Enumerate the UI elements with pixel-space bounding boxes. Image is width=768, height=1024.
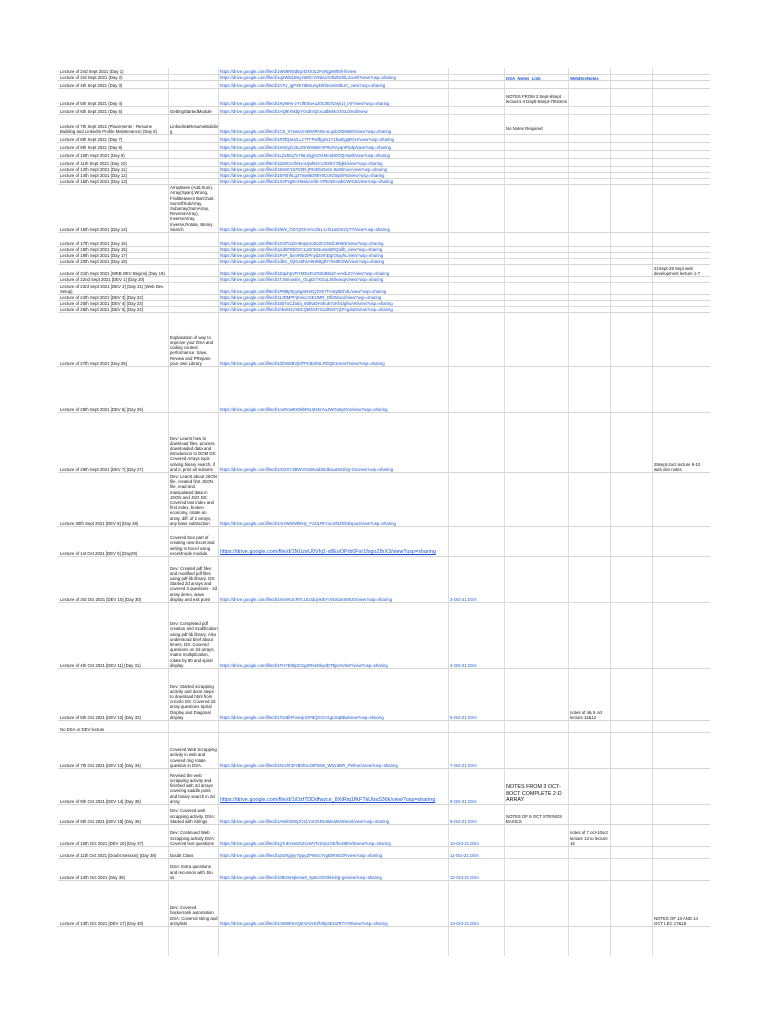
- recording-link[interactable]: https://drive.google.com/file/d/1dGW5BVjblTPIrBnDsLPDQD1mvwT/view?usp=sharing: [220, 360, 385, 366]
- dsa-notes-cell-link[interactable]: 10-Oct-21 DSA: [450, 840, 480, 846]
- table-row: [58, 114, 710, 134]
- table-row: [58, 732, 710, 768]
- topic-cell: Revised the web scrapping activity and finished with 2d arrays covering saddle point and binary search in 2d array: [170, 772, 215, 804]
- table-row: [58, 232, 710, 246]
- recording-link[interactable]: https://drive.google.com/file/d/1gTuEsvn5GZvxWYN1trpUGE/fxd48hVb/view?usp=sharing: [220, 840, 391, 846]
- table-row: [58, 412, 710, 472]
- lecture-title: Lecture of 27th Sept 2021 (Day 25): [60, 360, 128, 366]
- table-row: [58, 366, 710, 412]
- topic-cell: Explanation of way to improve your DSA and coding contest performance: Save, Review and PRepare your own Library: [170, 334, 213, 366]
- recording-link[interactable]: https://drive.google.com/file/d/1h7U_qjPXh78kNuAyklrhfevxKMbUC_view?usp=sharing: [220, 82, 386, 88]
- lecture-title: Lecture of 24th Sept 2021 [DEV 3] (Day 22): [60, 294, 144, 300]
- dsa-notes-cell-link[interactable]: 11-Oct-21 DSA: [450, 852, 479, 858]
- lecture-title: Lecture of 5th Oct 2021 [DEV 12] (Day 32): [60, 714, 141, 720]
- recording-link[interactable]: https://drive.google.com/file/d/1KKEghJ3uJOrWn98IrmP9UhAyqnPDdp/view?usp=sharing: [220, 144, 392, 150]
- lecture-title: Lecture of 20th Sept 2021 (Day 18): [60, 258, 128, 264]
- table-row: [58, 184, 710, 232]
- no-notes-text: No Notes Required: [506, 126, 543, 131]
- lecture-title: Lecture of 7th Sept 2021 (Placements - Resume Building and LinkedIn Profile Maintenance) (Day 6): [60, 123, 157, 134]
- recording-link[interactable]: https://drive.google.com/file/d/1iOzf7DDdfwzce_8XtRiq1fKFTkUbaS36k/view?usp=sharing: [220, 797, 436, 804]
- table-row: [58, 526, 710, 556]
- dsa-notes-cell-link[interactable]: 3-Oct-21 DSA: [450, 596, 477, 602]
- recording-link[interactable]: https://drive.google.com/file/d/1R0fQaHzLLz7TFPwfbg2s1Y1bwEgqRCH/view?usp=sharing: [220, 136, 394, 142]
- lecture-title: Lecture 30th Sept 2021 [DEV 8] (Day 28): [60, 520, 139, 526]
- recording-link[interactable]: https://drive.google.com/file/d/1bZ9Cn4hNxoUjsd6zrcUDshG7tbjkk/view?usp=sharing: [220, 160, 383, 166]
- topic-cell: Dev: Covered web scrapping activity. DSA: Started with Strings: [170, 808, 216, 824]
- topic-cell: Dev: Covered hackerrank automation DSA: Covered string and arraylists: [170, 905, 218, 926]
- lecture-title: Lecture of 17th Sept 2021 (Day 15): [60, 240, 128, 246]
- recording-link[interactable]: https://drive.google.com/file/d/1dkG_OjIGs0hsA9HhBgRr7Xe0lK0W/view?usp=sharing: [220, 258, 385, 264]
- notes-cell: NOTES FROM 3 OCT-8OCT COMPLETE 2-D ARRAY: [506, 784, 562, 804]
- recording-link[interactable]: https://drive.google.com/file/d/11JDMPFjKnkccGEUMR_DfiSMocd/view?usp=sharing: [220, 294, 382, 300]
- lecture-title: Lecture of 21th Sept 2021 [WEB DEV Begins] (Day 19): [60, 270, 165, 276]
- recording-link[interactable]: https://drive.google.com/file/d/1lW5_ODYj0OnVAcZ51-Lrln1anbXz/yT7/view?usp=sharing: [220, 226, 390, 232]
- recording-link[interactable]: https://drive.google.com/file/d/1FH7E8bpCGgXRskGkydDTBjsmVknF/view?usp=sharing: [220, 662, 388, 668]
- lecture-title: Lecture of 11th Oct 2021 [Doubt Session] (Day 38): [60, 852, 157, 858]
- dsa-notes-cell-link[interactable]: 7-Oct-21 DSA: [450, 762, 477, 768]
- lecture-title: Lecture of 12th Sept 2021 (Day 11): [60, 166, 127, 172]
- lecture-title: Lecture of 16th Sept 2021 (Day 14): [60, 226, 128, 232]
- lecture-title: Lecture of 7th Oct 2021 [DEV 13] (Day 34): [60, 762, 141, 768]
- lecture-title: Lecture of 6th Sept 2021 (Day 5): [60, 108, 123, 114]
- dsa-notes-cell-link[interactable]: 4-Oct-21 DSA: [450, 662, 477, 668]
- lecture-title: Lecture of 28th Sept 2021 [DEV 6] (Day 26): [60, 406, 144, 412]
- dsa-notes-cell-link[interactable]: 13-Oct-21 DSA: [450, 920, 480, 926]
- recording-link[interactable]: https://drive.google.com/file/d/1TJWIowBA_OLgDr7XGqLJ6ihvwqA/view?usp=sharing: [220, 276, 384, 282]
- recording-link[interactable]: https://drive.google.com/file/d/1Dsl7Ud2A8nprpro0cdCGNdC8H8rE/view?usp=sharing: [220, 240, 384, 246]
- lecture-title: Lecture of 1st Oct 2021 [DEV 9] (Day29): [60, 550, 138, 556]
- recording-link[interactable]: https://drive.google.com/file/d/1hbvM1VSbCQMDsFrGodRo0Yj1FcgdoD/view?usp=sharing: [220, 306, 393, 312]
- dsa-notes-cell-link[interactable]: 12-Oct-21 DSA: [450, 874, 480, 880]
- table-row: [58, 282, 710, 294]
- recording-link[interactable]: https://drive.google.com/file/d/15n6GYa7G0D-jF8sEbiOx6n-8u8rlmec/view?usp=sharing: [220, 166, 387, 172]
- table-row: [58, 142, 710, 150]
- table-row: [58, 858, 710, 880]
- table-row: [58, 804, 710, 824]
- lecture-title: Lecture of 8th Sept 2021 (Day 7): [60, 136, 123, 142]
- recording-link[interactable]: https://drive.google.com/file/d/1LZx8zq7n7i5L5rgjsrOtcMcaN0OQc5w/t/view?usp=sharing: [220, 152, 390, 158]
- table-row: [58, 720, 710, 732]
- row-divider: [58, 88, 710, 89]
- lecture-title: Lecture of 15th Sept 2021 (Day 13): [60, 178, 128, 184]
- topic-cell: Dev: Continued Web Scrapping activity DSA: Covered text questions: [170, 830, 215, 846]
- topic-cell: Doubt Class: [170, 852, 194, 858]
- dsa-notes-cell-link[interactable]: 9-Oct-21 DSA: [450, 818, 477, 824]
- topic-cell: Dev: Created pdf files and modified pdf files using pdf-lib library. DS: Started 2d arrays and covered 3 questions - 2d array demo, wave display and exit point: [170, 565, 218, 602]
- table-row: [58, 94, 710, 106]
- recording-link[interactable]: https://drive.google.com/file/d/1Tsz9bFhsosjnGP8QGzCGgLDqBBa/view?usp=sharing: [220, 714, 384, 720]
- dsa-notes-link[interactable]: DSA_Notes_Link: [506, 76, 541, 81]
- recording-link[interactable]: https://drive.google.com/file/d/109U5Hqkesa9_0p6cOOSkHdJg-gv/view?usp=sharing: [220, 874, 382, 880]
- topic-cell: GettingStartedModule: [170, 108, 212, 114]
- table-row: [58, 472, 710, 526]
- lecture-title: Lecture of 29th Sept 2021 [DEV 7] (Day 27): [60, 466, 144, 472]
- recording-link[interactable]: https://drive.google.com/file/d/1DquhpVRYMDxFU0G5dMazh-eAdLZY/view?usp=sharing: [220, 270, 390, 276]
- topic-cell: Dev: Completed pdf creation and modification using pdf-lib library. Also understood brief about timers. DS: Covered questions on 2d arrays, matrix multiplication, rotate by 90 and spiral display: [170, 621, 218, 668]
- table-row: [58, 846, 710, 858]
- spreadsheet: [58, 68, 710, 956]
- lecture-title: Lecture of 19th Sept 2021 (Day 17): [60, 252, 128, 258]
- recording-link[interactable]: https://drive.google.com/file/d/1HQ9V5kbjrY0cdmQcxUdbkMozhSL0/edit/view: [220, 108, 368, 114]
- recording-link[interactable]: https://drive.google.com/file/d/1X2Pzg9crrMabArrbb-VP5cWcusbCWIG5/view?usp=sharing: [220, 178, 394, 184]
- table-row: [58, 158, 710, 166]
- lecture-title: Lecture of 2nd Sept 2021 (Day 1): [60, 68, 124, 74]
- table-row: [58, 312, 710, 366]
- table-row: [58, 106, 710, 114]
- recording-link[interactable]: https://drive.google.com/file/d/1PxP_5xmR5rZiPnydZvrhDgrOtayhL/view?usp=sharing: [220, 252, 384, 258]
- row-divider: [58, 926, 710, 927]
- lecture-title: No DSA or DEV lecture: [60, 726, 105, 732]
- topic-cell: Covered Web Scrapping activity in web and covered ring rotate question in DSA.: [170, 747, 217, 768]
- recording-link[interactable]: https://drive.google.com/file/d/1NcchhDYBhfUuOtPbEB_WNzdBR_FWhuC/view?usp=sharing: [220, 762, 398, 768]
- recording-link[interactable]: https://drive.google.com/file/d/1jzd6FDb0zC1oOr3xNunsabRQa/lb_view?usp=sharing: [220, 246, 383, 252]
- lecture-title: Lecture of 4th Oct 2021 [DEV 11] (Day 31): [60, 662, 141, 668]
- recording-link[interactable]: https://drive.google.com/file/d/1NsmK3cRTLUL0dcjekthYVnbSanSMUO/view?usp=sharing: [220, 596, 393, 602]
- notes-sept-link[interactable]: NOTES FROM 2 Sept-6Sept lecture1-4 Day5-6Sept-7thstrms: [506, 94, 567, 105]
- topic-cell: Dev: Started scrapping activity and done steps to download html from cricinfo DS: Covered 2d array questions Spiral Display and Diagonal display: [170, 683, 216, 720]
- table-row: [58, 80, 710, 88]
- topic-cell: Dev: Learnt about JSON file, created first JSON file, read and manipulated data in JSON and JSO DS: Covered last index and first index, broken economy, rotate an array, diff. of 2 arrays, any base subtraction: [170, 473, 217, 526]
- lecture-title: Lecture of 9th Oct 2021 [DEV 15] (Day 36): [60, 818, 141, 824]
- lecture-title: Lecture of 8th Oct 2021 [DEV 14] (Day 35): [60, 798, 141, 804]
- lecture-title: Lecture of 10th Sept 2021 (Day 9): [60, 152, 125, 158]
- lecture-title: Lecture of 5th Sept 2021 (Day 4): [60, 100, 123, 106]
- table-row: [58, 556, 710, 602]
- table-row: [58, 264, 710, 276]
- topic-cell: Covered Dev part of creating new Excel and writing in Excel using excel4node module.: [170, 535, 215, 556]
- extra-notes-cell: 21Sept-28 Sept web development lecture 1-7: [654, 265, 701, 276]
- dsa-notes-cell-link[interactable]: 8-Oct-21 DSA: [450, 798, 477, 804]
- lecture-title: Lecture of 13th Oct 2021 [DEV 17] (Day 40): [60, 920, 144, 926]
- recording-link[interactable]: https://drive.google.com/file/d/1C5_X7awcUn3W6PA65-xLqsbO0iM6E0/view?usp=sharing: [220, 128, 392, 134]
- recording-link[interactable]: https://drive.google.com/file/d/1PM8p0yy6gwNSDy2Xb7TAmyBDh4L/view?usp=sharing: [220, 288, 387, 294]
- table-row: [58, 768, 710, 804]
- recording-link[interactable]: https://drive.google.com/file/d/16bTuCZx5a_9d0wDH4hu57oKfr1lg9uAR/view?usp=sharing: [220, 300, 393, 306]
- recording-link[interactable]: https://drive.google.com/file/d/1KyMHv-zYUfE0aAu20C0E0Ovjn1t_lAF/view?usp=sharing: [220, 100, 390, 106]
- lecture-title: Lecture of 18th Sept 2021 (Day 16): [60, 246, 128, 252]
- topic-cell: DSA: Extra questions and recursion with Jitu sir: [170, 864, 213, 880]
- recording-link[interactable]: https://drive.google.com/file/d/1rD2SY3BWVOebKad3EdbauwW1bQ-Gn/view?usp=sharing: [220, 466, 394, 472]
- lecture-title: Lecture of 12th Oct 2021 (Day 39): [60, 874, 125, 880]
- extra-notes-cell: 28sept-2oct lecture 8-10 web dev notes: [654, 461, 701, 472]
- recording-link[interactable]: https://drive.google.com/file/d/1A8ehbtWjJO11YoCRJNABkvWeWuUsl/view?usp=sharing: [220, 818, 390, 824]
- recording-link[interactable]: https://drive.google.com/file/d/1W08Rl5dEprDXh3L2FxRgpWlt0h-ll/view: [220, 68, 357, 74]
- lecture-title: Lecture of 4th Sept 2021 (Day 3): [60, 82, 123, 88]
- recording-link[interactable]: https://drive.google.com/file/d/1EF5hhLg37wwl6D88Y5OJrO0qSiR5/view?usp=sharing: [220, 172, 385, 178]
- lecture-title: Lecture of 10th Oct 2021 [DEV 16] (Day 37): [60, 840, 144, 846]
- recording-link[interactable]: https://drive.google.com/file/d/1pGRgtyy7typyZPWxCYrgBrRSE2P/view?usp=sharing: [220, 852, 383, 858]
- recording-link[interactable]: https://drive.google.com/file/d/1mDBKKAQEVA2xhJfl4hpnEUZR7rY8t/view?usp=sharing: [220, 920, 388, 926]
- lecture-title: Lecture of 11th Sept 2021 (Day 10): [60, 160, 127, 166]
- dsa-notes-cell-link[interactable]: 5-Oct-21 DSA: [450, 714, 477, 720]
- lecture-title: Lecture of 3rd Sept 2021 (Day 2): [60, 74, 123, 80]
- lecture-title: Lecture of 3rd Oct 2021 [DEV 10] (Day 30): [60, 596, 142, 602]
- topic-cell: LinkedIn&ResumeBuilding: [170, 123, 218, 134]
- web-dev-notes-link[interactable]: WebDevNotes: [570, 76, 599, 81]
- extra-notes-cell: NOTES OF 13 AND 14 OCT LEC 17&18: [654, 915, 698, 926]
- lecture-title: Lecture of 22nd Sept 2021 [DEV 1] (Day 20): [60, 276, 145, 282]
- lecture-title: Lecture of 9th Sept 2021 (Day 8): [60, 144, 123, 150]
- lecture-title: Lecture of 23rd Sept 2021 [DEV 2] (Day 21) [Web Dev Setup]: [60, 283, 164, 294]
- table-row: [58, 824, 710, 846]
- notes-cell: NOTES OF 9 OCT STRINGS BASICS: [506, 813, 563, 824]
- lecture-title: Lecture of 14th Sept 2021 (Day 12): [60, 172, 128, 178]
- table-row: [58, 150, 710, 158]
- lecture-title: Lecture of 26th Sept 2021 [DEV 5] (Day 24): [60, 306, 144, 312]
- table-row: [58, 880, 710, 926]
- table-row: [58, 602, 710, 668]
- topic-cell: Dev: Learnt how to download files, process downloaded data and introduction to DOM DS: Covered Arrays topic solving binary search, if and it, print all subsets: [170, 435, 217, 472]
- topic-cell: ArrayBase (Add,Sum), Array(Span),Wrong, FindBetween BarChart, SumOfSubArray, Subarray(SumArray, ReverseArray), InverseArray, Inverse,Rotate, Binary Search: [170, 185, 215, 232]
- web-notes-cell: notes of 4& 5 oct lecture 11&12: [570, 709, 603, 720]
- recording-link[interactable]: https://drive.google.com/file/d/1q2Wi81BnyxW0CVvNkUnVBZ8zhlL2ce8/l7view?usp=sharing: [220, 74, 396, 80]
- lecture-title: Lecture of 25th Sept 2021 [DEV 4] (Day 23): [60, 300, 144, 306]
- recording-link[interactable]: https://drive.google.com/file/d/1NUzeU0Vhj1-s8EoOPrb0Fsr1fxgoZ8rX3/view?usp=sharing: [220, 549, 436, 556]
- recording-link[interactable]: https://drive.google.com/file/d/1oxRcwBX0kbh5UjN4IrAuJWGo6pOcb/view?usp=sharing: [220, 406, 388, 412]
- recording-link[interactable]: https://drive.google.com/file/d/1reJW5hWl8Hy_FzZiLRFcxLNhIZh/bbspuU/view?usp=sharing: [220, 520, 396, 526]
- table-row: [58, 668, 710, 720]
- web-notes-cell: notes of 7 oct-10oct lecture 13 to lecture 16: [570, 830, 608, 846]
- table-row: [58, 134, 710, 142]
